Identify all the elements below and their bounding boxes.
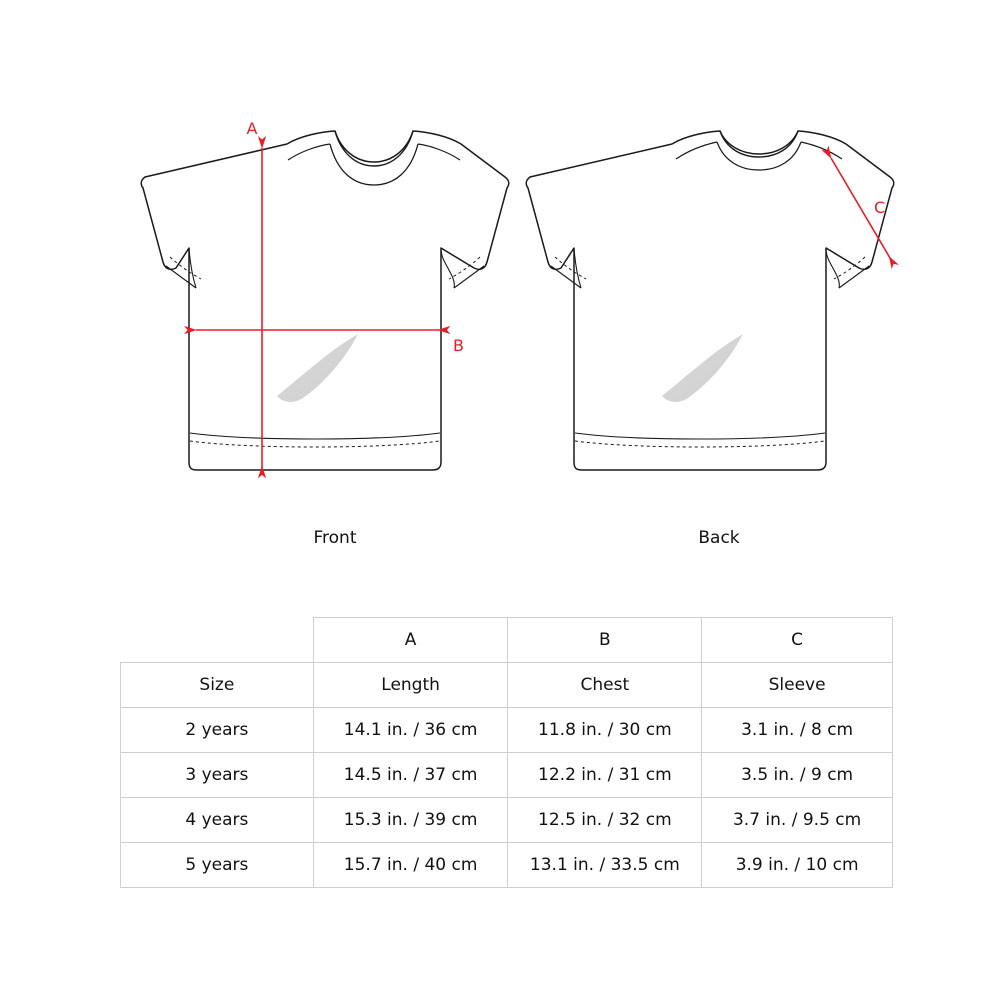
- cell-chest: 11.8 in. / 30 cm: [508, 708, 702, 753]
- cell-chest: 12.2 in. / 31 cm: [508, 753, 702, 798]
- cell-length: 15.7 in. / 40 cm: [313, 843, 508, 888]
- size-chart-table: [120, 617, 893, 888]
- front-view-graphic: [141, 119, 508, 470]
- table-letter-b: B: [508, 618, 702, 663]
- measure-label-c: C: [874, 198, 886, 217]
- header-sleeve: Sleeve: [702, 663, 893, 708]
- table-header-row: [121, 663, 893, 708]
- header-chest: Chest: [508, 663, 702, 708]
- cell-size: 5 years: [121, 843, 314, 888]
- header-size: Size: [121, 663, 314, 708]
- table-letter-header-row: [121, 618, 893, 663]
- cell-sleeve: 3.1 in. / 8 cm: [702, 708, 893, 753]
- cell-size: 4 years: [121, 798, 314, 843]
- cell-sleeve: 3.9 in. / 10 cm: [702, 843, 893, 888]
- table-row: [121, 708, 893, 753]
- header-length: Length: [313, 663, 508, 708]
- table-letter-a: A: [313, 618, 508, 663]
- table-corner-cell: [121, 618, 314, 663]
- table-row: [121, 798, 893, 843]
- cell-chest: 12.5 in. / 32 cm: [508, 798, 702, 843]
- measure-label-b: B: [453, 336, 464, 355]
- measure-label-a: A: [246, 119, 258, 138]
- table-row: [121, 843, 893, 888]
- cell-length: 14.1 in. / 36 cm: [313, 708, 508, 753]
- cell-sleeve: 3.7 in. / 9.5 cm: [702, 798, 893, 843]
- cell-length: 14.5 in. / 37 cm: [313, 753, 508, 798]
- cell-size: 2 years: [121, 708, 314, 753]
- cell-length: 15.3 in. / 39 cm: [313, 798, 508, 843]
- back-view-graphic: [526, 131, 893, 470]
- cell-chest: 13.1 in. / 33.5 cm: [508, 843, 702, 888]
- cell-size: 3 years: [121, 753, 314, 798]
- cell-sleeve: 3.5 in. / 9 cm: [702, 753, 893, 798]
- back-view-caption: Back: [698, 528, 740, 548]
- front-view-caption: Front: [313, 528, 357, 548]
- table-letter-c: C: [702, 618, 893, 663]
- table-row: [121, 753, 893, 798]
